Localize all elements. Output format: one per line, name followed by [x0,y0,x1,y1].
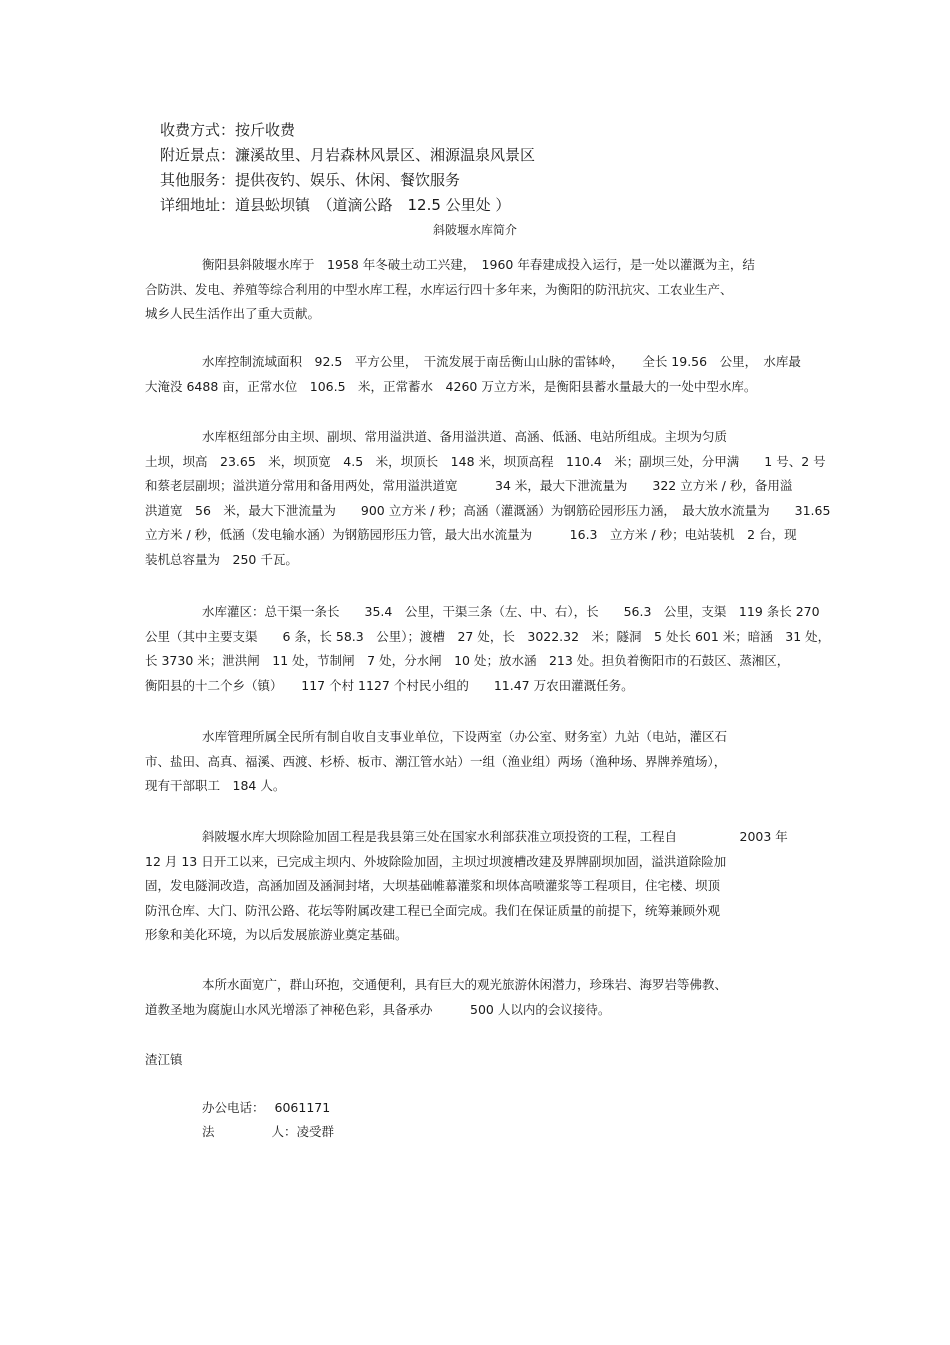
legal-label-part-2: 人：凌受群 [271,1124,335,1139]
paragraph-line: 长 3730 米；泄洪闸 11 处，节制闸 7 处，分水闸 10 处；放水涵 213 处。担负着衡阳市的石鼓区、蒸湘区， [145,653,790,668]
phone-row [202,1096,334,1120]
paragraph-line: 现有干部职工 184 人。 [145,778,286,793]
paragraph-line: 固，发电隧洞改造，高涵加固及涵洞封堵，大坝基础帷幕灌浆和坝体高喷灌浆等工程项目，住宅楼、坝顶 [145,878,721,893]
paragraph-line: 本所水面宽广，群山环抱，交通便利，具有巨大的观光旅游休闲潜力，珍珠岩、海罗岩等佛教、 [202,977,728,992]
paragraph-line: 形象和美化环境，为以后发展旅游业奠定基础。 [145,927,408,942]
paragraph-line: 城乡人民生活作出了重大贡献。 [145,306,321,321]
sights-line: 附近景点：濂溪故里、月岩森林风景区、湘源温泉风景区 [160,146,536,164]
page-title: 斜陂堰水库简介 [432,223,517,237]
address-line: 详细地址：道县蚣坝镇 （道滴公路 12.5 公里处 ） [160,196,511,214]
town-name: 渣江镇 [145,1052,183,1067]
paragraph-line: 衡阳县斜陂堰水库于 1958 年冬破土动工兴建， 1960 年春建成投入运行，是一处以灌溉为主，结 [202,257,755,272]
paragraph-line: 衡阳县的十二个乡（镇） 117 个村 1127 个村民小组的 11.47 万农田灌溉任务。 [145,677,634,693]
paragraph-line: 合防洪、发电、养殖等综合利用的中型水库工程，水库运行四十多年来，为衡阳的防汛抗灾、工农业生产、 [145,281,733,297]
paragraph-line: 市、盐田、高真、福溪、西渡、杉桥、板市、潮江管水站）一组（渔业组）两场（渔种场、界牌养殖场）， [145,753,727,769]
phone-label: 办公电话： [202,1100,265,1115]
paragraph-line: 水库控制流域面积 92.5 平方公里， 干流发展于南岳衡山山脉的雷钵岭， 全长 19.56 公里， 水库最 [202,354,801,369]
paragraph-line: 公里（其中主要支渠 6 条，长 58.3 公里）；渡槽 27 处，长 3022.32 米；隧洞 5 处长 601 米；暗涵 31 处， [145,628,831,644]
paragraph-4 [145,600,831,698]
phone-number: 6061171 [274,1100,331,1115]
paragraph-line: 防汛仓库、大门、防汛公路、花坛等附属改建工程已全面完成。我们在保证质量的前提下，统筹兼顾外观 [145,902,721,918]
info-block [160,118,535,218]
legal-label-part-1: 法 [202,1124,215,1139]
paragraph-line: 和蔡老层副坝；溢洪道分常用和备用两处，常用溢洪道宽 34 米，最大下泄流量为 322 立方米 / 秒，备用溢 [145,478,793,493]
paragraph-line: 洪道宽 56 米，最大下泄流量为 900 立方米 / 秒；高涵（灌溉涵）为钢筋砼园形压力涵， 最大放水流量为 31.65 [145,502,831,518]
legal-rep-row [202,1120,334,1144]
paragraph-line: 大淹没 6488 亩，正常水位 106.5 米，正常蓄水 4260 万立方米，是衡阳县蓄水量最大的一处中型水库。 [145,378,757,394]
paragraph-6 [145,825,810,948]
paragraph-line: 12 月 13 日开工以来，已完成主坝内、外坡除险加固，主坝过坝渡槽改建及界牌副坝加固，溢洪道除险加 [145,853,727,869]
fee-line: 收费方式：按斤收费 [160,121,296,139]
paragraph-line: 立方米 / 秒，低涵（发电输水涵）为钢筋园形压力管，最大出水流量为 16.3 立方米 / 秒；电站装机 2 台，现 [145,527,797,542]
paragraph-2 [145,350,810,399]
paragraph-line: 水库枢纽部分由主坝、副坝、常用溢洪道、备用溢洪道、高涵、低涵、电站所组成。主坝为匀质 [202,429,728,444]
paragraph-line: 道教圣地为腐旎山水风光增添了神秘色彩，具备承办 500 人以内的会议接待。 [145,1001,611,1017]
paragraph-7 [145,973,810,1022]
paragraph-line: 水库管理所属全民所有制自收自支事业单位，下设两室（办公室、财务室）九站（电站，灌区石 [202,729,728,744]
services-line: 其他服务：提供夜钓、娱乐、休闲、餐饮服务 [160,171,461,189]
paragraph-line: 装机总容量为 250 千瓦。 [145,551,298,567]
paragraph-1 [145,253,810,327]
paragraph-line: 水库灌区：总干渠一条长 35.4 公里，干渠三条（左、中、右），长 56.3 公里，支渠 119 条长 270 [202,604,820,619]
paragraph-line: 斜陂堰水库大坝除险加固工程是我县第三处在国家水利部获准立项投资的工程，工程自 2003 年 [202,829,788,844]
paragraph-5 [145,725,810,799]
paragraph-line: 土坝，坝高 23.65 米，坝顶宽 4.5 米，坝顶长 148 米，坝顶高程 110.4 米；副坝三处，分甲满 1 号、2 号 [145,453,826,469]
contact-block [202,1096,334,1144]
paragraph-3 [145,425,831,572]
